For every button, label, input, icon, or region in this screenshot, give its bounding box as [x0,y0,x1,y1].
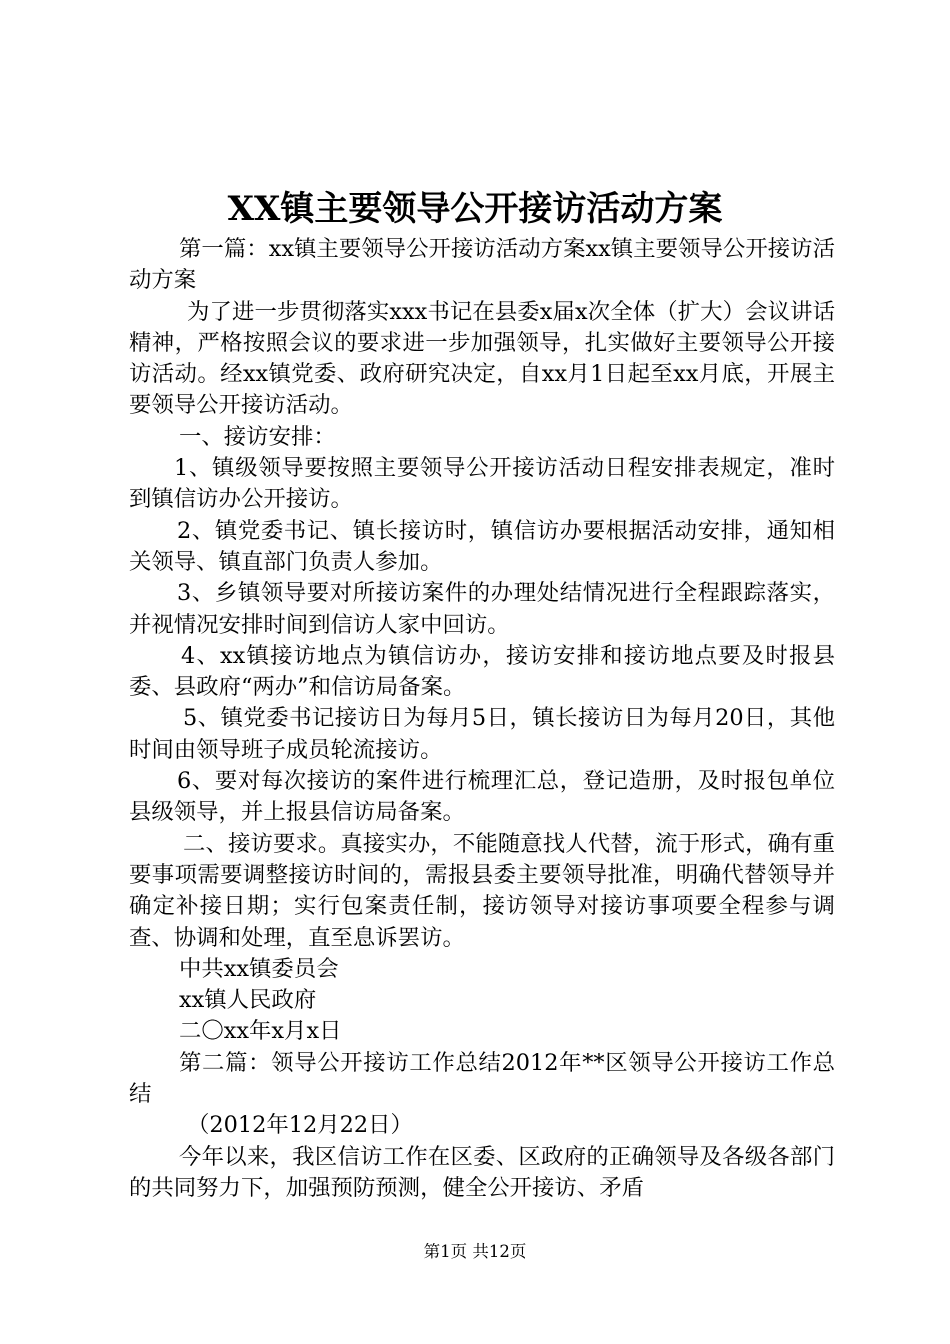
signature-date: 二〇xx年x月x日 [179,1018,342,1045]
paragraph-item-5: 5、镇党委书记接访日为每月5日，镇长接访日为每月20日，其他时间由领导班子成员轮流接访。 [129,705,835,763]
document-title: XX镇主要领导公开接访活动方案 [227,189,723,229]
paragraph-item-2: 2、镇党委书记、镇长接访时，镇信访办要根据活动安排，通知相关领导、镇直部门负责人参加。 [129,517,835,575]
paragraph-item-4: 4、xx镇接访地点为镇信访办，接访安排和接访地点要及时报县委、县政府“两办”和信访局备案。 [129,642,835,701]
signature-government: xx镇人民政府 [179,987,317,1014]
paragraph-item-6: 6、要对每次接访的案件进行梳理汇总，登记造册，及时报包单位县级领导，并上报县信访局备案。 [129,768,835,826]
paragraph-item-3: 3、乡镇领导要对所接访案件的办理处结情况进行全程跟踪落实，并视情况安排时间到信访人家中回访。 [129,580,835,638]
page-footer: 第1页 共12页 [423,1242,527,1261]
document-body [129,234,835,1204]
paragraph-part-two-date: （2012年12月22日） [187,1112,413,1139]
paragraph-item-1: 1、镇级领导要按照主要领导公开接访活动日程安排表规定，准时到镇信访办公开接访。 [129,455,835,513]
paragraph-part-one-heading: 第一篇：xx镇主要领导公开接访活动方案xx镇主要领导公开接访活动方案 [129,236,835,294]
paragraph-section-two: 二、接访要求。真接实办，不能随意找人代替，流于形式，确有重要事项需要调整接访时间的，需报县委主要领导批准，明确代替领导并确定补接日期；实行包案责任制，接访领导对接访事项要全程参与调查、协调和处理，直至息诉罢访。 [129,830,835,951]
paragraph-part-two-body: 今年以来，我区信访工作在区委、区政府的正确领导及各级各部门的共同努力下，加强预防预测，健全公开接访、矛盾 [129,1143,835,1201]
paragraph-part-two-heading: 第二篇：领导公开接访工作总结2012年**区领导公开接访工作总结 [129,1049,835,1108]
paragraph-intro: 为了进一步贯彻落实xxx书记在县委x届x次全体（扩大）会议讲话精神，严格按照会议的要求进一步加强领导，扎实做好主要领导公开接访活动。经xx镇党委、政府研究决定，自xx月1日起至xx月底，开展主要领导公开接访活动。 [129,298,835,419]
signature-party-committee: 中共xx镇委员会 [179,955,339,982]
paragraph-section-one-heading: 一、接访安排： [179,423,336,450]
